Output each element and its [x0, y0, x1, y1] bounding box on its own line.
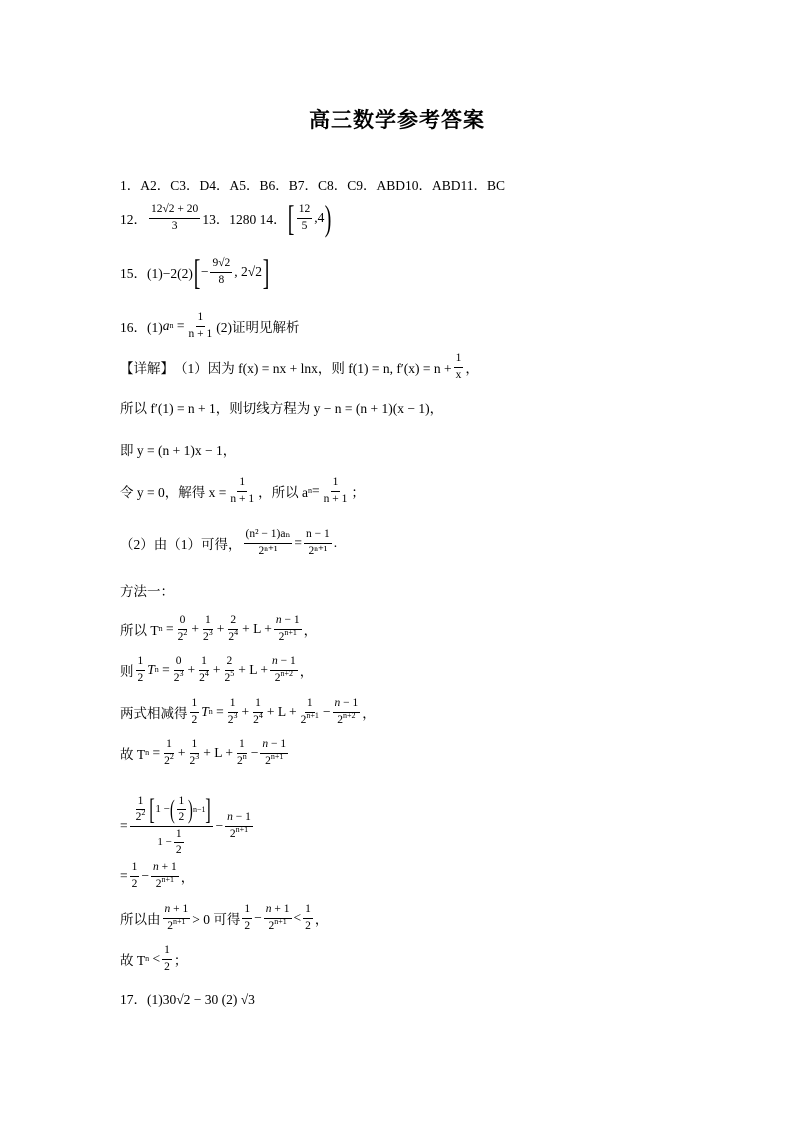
answer-15-fraction: $\frac{9√2}{8}$	[212, 257, 231, 286]
answer-15-end: , 2√2	[234, 264, 262, 279]
answers-1-11-text: 1．A2．C3．D4．A5．B6．B7．C8．C9．ABD10．ABD11．BC	[120, 178, 506, 193]
ling-fraction-a: $\frac{1}{n + 1}$	[323, 476, 348, 505]
detail-text: （1）因为 f(x) = nx + lnx，则 f(1) = n, f′(x) = n +	[174, 361, 452, 376]
detail-label: 【详解】	[120, 361, 174, 376]
answers-1-11	[120, 174, 505, 194]
answer-17: 17．(1)30√2 − 30 (2) √3	[120, 992, 255, 1007]
detail-line: 【详解】 （1）因为 f(x) = nx + lnx，则 f(1) = n, f′(x) = n + $\frac{1}{x}$ ，	[120, 352, 479, 381]
tn-sum-line: 所以 T n = $\frac{0}{2^2}$ + $\frac{1}{2^3}$ + $\frac{2}{2^4}$ + L + $\frac{n - 1}{2^{n+1}}$ ，	[120, 614, 318, 643]
tangent-line: 所以 f′(1) = n + 1，则切线方程为 y − n = (n + 1)(x − 1)，	[120, 401, 444, 416]
result-line: = $\frac{1}{2}$ − $\frac{n + 1}{2^{n+1}}$ ，	[120, 861, 195, 890]
answer-15-label: 15．(1)−2(2)	[120, 266, 193, 281]
answers-12-14: 12． $\frac{12√2 + 20}{3}$ 13．1280 14． [ $\frac{12}{5}$ ,4 )	[120, 198, 332, 238]
answer-16-end: (2)证明见解析	[216, 320, 300, 335]
conclusion-line: 故 T n < $\frac{1}{2}$ ；	[120, 944, 188, 973]
gu-tn-line: 故 T n = $\frac{1}{2^2}$ + $\frac{1}{2^3}$ + L + $\frac{1}{2^n}$ − $\frac{n - 1}{2^{n+1}}$	[120, 738, 287, 767]
answer-16-label: 16．(1)	[120, 320, 163, 335]
answer-12-label: 12．	[120, 212, 147, 227]
page-title: 高三数学参考答案	[309, 108, 485, 132]
method-line: 方法一：	[120, 584, 174, 599]
ji-line: 即 y = (n + 1)x − 1，	[120, 443, 237, 458]
answers-13-14-text: 13．1280 14．	[202, 212, 287, 227]
part2-fraction-1: $\frac{\text{(n² − 1)aₙ}}{\text{2ⁿ⁺¹}}$	[245, 528, 291, 557]
ling-line: 令 y = 0，解得 x = $\frac{1}{n + 1}$ ，所以 a n = $\frac{1}{n + 1}$ ；	[120, 476, 365, 505]
inequality-line: 所以由 $\frac{n + 1}{2^{n+1}}$ > 0 可得 $\frac{1}{2}$ − $\frac{n + 1}{2^{n+1}}$ < $\frac{1}{2}$ ，	[120, 903, 329, 932]
half-tn-line: 则 $\frac{1}{2}$ T n = $\frac{0}{2^3}$ + $\frac{1}{2^4}$ + $\frac{2}{2^5}$ + L + $\frac{n - 1}{2^{n+2}}$ ，	[120, 655, 314, 684]
detail-fraction: $\frac{1}{x}$	[455, 352, 462, 381]
part2-line: （2）由（1）可得， $\frac{\text{(n² − 1)aₙ}}{\text{2ⁿ⁺¹}}$ = $\frac{n - 1}{\text{2ⁿ⁺¹}}$ .	[120, 528, 338, 557]
ling-fraction-x: $\frac{1}{n + 1}$	[230, 476, 255, 505]
answer-14-fraction: $\frac{12}{5}$	[298, 203, 311, 232]
answer-14-end: ,4	[314, 210, 325, 225]
part2-fraction-2: $\frac{n - 1}{\text{2ⁿ⁺¹}}$	[306, 528, 330, 557]
answer-16: 16．(1) a n = $\frac{1}{n + 1}$ (2)证明见解析	[120, 311, 300, 340]
answer-12-fraction: $\frac{12√2 + 20}{3}$	[151, 203, 199, 232]
geometric-sum-line: = $\frac{1}{2^2}$ [ 1 − ( $\frac{1}{2}$ ) n−1 ] 1 − $\frac{1}{2}$ − $\frac{n - 1}{2^{n+1}}$	[120, 792, 251, 856]
subtract-line: 两式相减得 $\frac{1}{2}$ T n = $\frac{1}{2^3}$ + $\frac{1}{2^4}$ + L + $\frac{1}{2^{n+1}}$ − $\frac{n - 1}{2^{n+2}}$ ，	[120, 697, 376, 726]
answer-15: 15．(1)−2(2) [ − $\frac{9√2}{8}$ , 2√2 ]	[120, 252, 270, 292]
answer-16-fraction: $\frac{1}{n + 1}$	[188, 311, 213, 340]
